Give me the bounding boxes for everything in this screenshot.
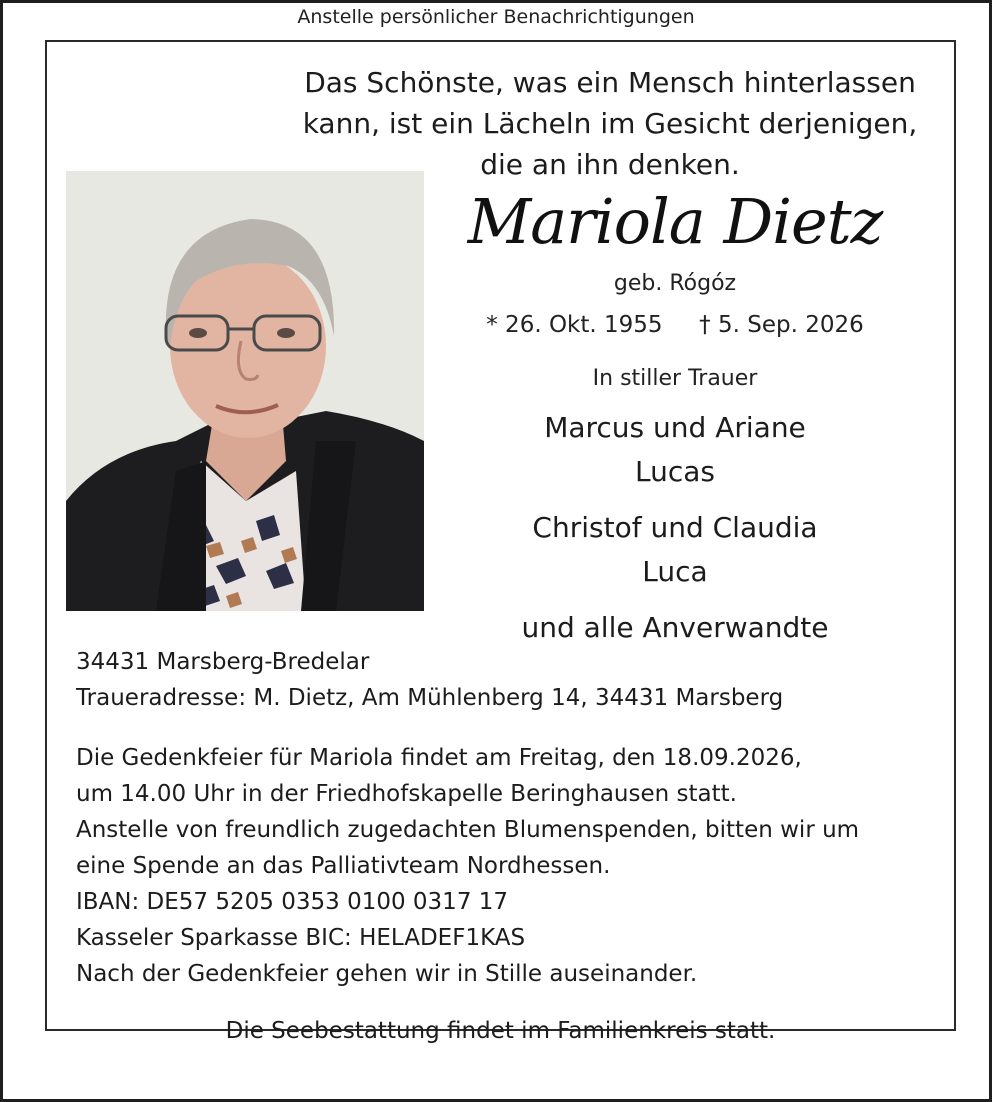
family-line: und alle Anverwandte	[521, 611, 829, 644]
deceased-name: Mariola Dietz	[467, 185, 883, 258]
header-note: Anstelle persönlicher Benachrichtigungen	[297, 6, 695, 28]
death-date: † 5. Sep. 2026	[699, 312, 864, 338]
details-line: eine Spende an das Palliativteam Nordhessen.	[76, 853, 611, 879]
family-line: Lucas	[635, 455, 715, 488]
details-line: IBAN: DE57 5205 0353 0100 0317 17	[76, 889, 509, 915]
details-block	[76, 740, 936, 992]
birth-date: * 26. Okt. 1955	[486, 312, 663, 338]
mourning-intro: In stiller Trauer	[592, 366, 758, 391]
life-dates	[440, 312, 910, 338]
family-line: Christof und Claudia	[532, 511, 818, 544]
footer-note: Die Seebestattung findet im Familienkreis statt.	[225, 1018, 776, 1044]
quote-line: Das Schönste, was ein Mensch hinterlassen	[304, 66, 916, 99]
portrait-photo	[66, 171, 424, 611]
birth-name: geb. Rógóz	[613, 271, 737, 296]
mourning-address-line: Traueradresse: M. Dietz, Am Mühlenberg 14, 34431 Marsberg	[76, 685, 784, 711]
town-line: 34431 Marsberg-Bredelar	[76, 649, 370, 675]
details-line: um 14.00 Uhr in der Friedhofskapelle Beringhausen statt.	[76, 781, 737, 807]
family-line: Luca	[642, 555, 708, 588]
memorial-quote	[290, 62, 930, 185]
family-group	[470, 406, 880, 494]
portrait-illustration	[66, 171, 424, 611]
details-line: Anstelle von freundlich zugedachten Blumenspenden, bitten wir um	[76, 817, 860, 843]
address-block	[76, 644, 936, 716]
details-line: Nach der Gedenkfeier gehen wir in Stille auseinander.	[76, 961, 698, 987]
quote-line: kann, ist ein Lächeln im Gesicht derjenigen,	[302, 107, 918, 140]
details-line: Kasseler Sparkasse BIC: HELADEF1KAS	[76, 925, 526, 951]
quote-line: die an ihn denken.	[480, 148, 740, 181]
family-line: Marcus und Ariane	[544, 411, 806, 444]
family-group	[470, 506, 880, 594]
details-line: Die Gedenkfeier für Mariola findet am Freitag, den 18.09.2026,	[76, 745, 802, 771]
